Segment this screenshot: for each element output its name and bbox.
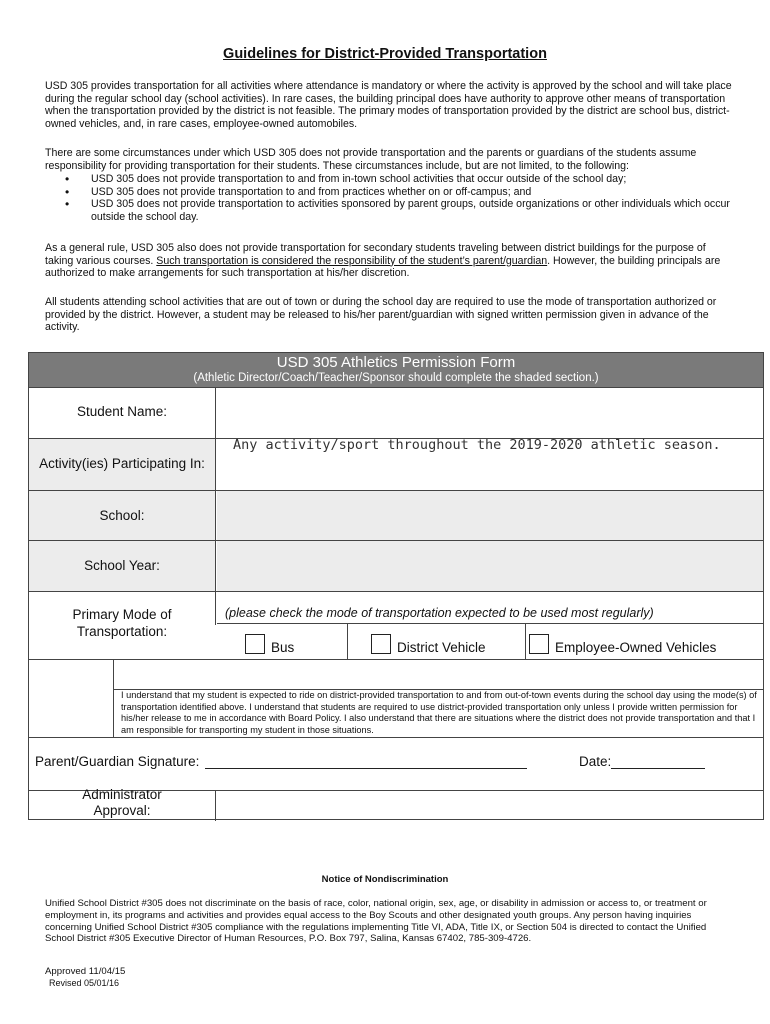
school-field[interactable] bbox=[217, 492, 763, 539]
form-header bbox=[29, 353, 763, 387]
permission-form bbox=[28, 352, 764, 820]
general-rule-paragraph bbox=[45, 242, 735, 280]
activity-label: Activity(ies) Participating In: bbox=[39, 456, 205, 471]
school-label: School: bbox=[99, 508, 145, 523]
page-title: Guidelines for District-Provided Transportation bbox=[223, 46, 547, 62]
bus-option-label: Bus bbox=[271, 640, 295, 655]
notice-heading: Notice of Nondiscrimination bbox=[321, 874, 449, 885]
signature-label: Parent/Guardian Signature: bbox=[35, 754, 200, 769]
circumstances-paragraph: There are some circumstances under which USD 305 does not provide transportation and the parents or guardians of the students assume responsibility for providing transportation for their students. These circumstances include, but are not limited, to the following: bbox=[45, 147, 697, 172]
circumstances-list bbox=[45, 173, 735, 223]
mode-label: Primary Mode of Transportation: bbox=[72, 607, 172, 639]
signature-line[interactable] bbox=[205, 768, 527, 769]
form-subtitle: (Athletic Director/Coach/Teacher/Sponsor should complete the shaded section.) bbox=[193, 372, 599, 384]
revised-date: Revised 05/01/16 bbox=[49, 978, 120, 988]
date-label: Date: bbox=[579, 754, 612, 769]
approved-date: Approved 11/04/15 bbox=[45, 966, 126, 977]
list-item: • USD 305 does not provide transportation to and from in-town school activities that occur outside of the school day; bbox=[45, 173, 735, 186]
general-rule-text-end: . However, the building principals are authorized to make arrangements for such transportation at his/her discretion. bbox=[45, 254, 721, 280]
activity-field[interactable]: Any activity/sport throughout the 2019-2020 athletic season. bbox=[233, 437, 721, 453]
school-year-label: School Year: bbox=[84, 558, 160, 573]
out-of-town-paragraph: All students attending school activities that are out of town or during the school day are required to use the mode of transportation authorized or provided by the district. However, a student may be released to his/her parent/guardian with signed written permission given in advance of the activity. bbox=[45, 296, 717, 334]
student-name-label: Student Name: bbox=[76, 404, 168, 419]
intro-paragraph: USD 305 provides transportation for all activities where attendance is mandatory or where the activity is approved by the school and will take place during the regular school day (school activities). In rare cases, the building principal does have authority to approve other means of transportation when the transportation provided by the district is not feasible. The primary modes of transportation provided by the district are school bus, district-owned vehicles, and, in rare cases, employee-owned automobiles. bbox=[45, 80, 732, 130]
bus-checkbox[interactable] bbox=[245, 634, 265, 654]
district-vehicle-option-label: District Vehicle bbox=[397, 640, 486, 655]
employee-vehicle-checkbox[interactable] bbox=[529, 634, 549, 654]
employee-vehicle-option-label: Employee-Owned Vehicles bbox=[555, 640, 717, 655]
admin-approval-field[interactable] bbox=[217, 792, 763, 820]
list-item: • USD 305 does not provide transportation to and from practices whether on or off-campus; and bbox=[45, 186, 735, 199]
general-rule-text: As a general rule, USD 305 also does not provide transportation for secondary students traveling between district buildings for the purpose of taking various courses. bbox=[45, 242, 706, 267]
student-name-field[interactable] bbox=[217, 389, 763, 437]
form-title: USD 305 Athletics Permission Form bbox=[276, 354, 516, 371]
nondiscrimination-text: Unified School District #305 does not discriminate on the basis of race, color, national origin, sex, age, or disability in admission or access to, or treatment or employment in, its programs and activities and provides equal access to the Boy Scouts and other designated youth groups. Any person having inquiries concerning Unified School District #305 compliance with the regulations implementing Title VI, ADA, Title IX, or Section 504 is directed to contact the Unified School District #305 Executive Director of Human Resources, P.O. Box 797, Salina, Kansas 67402, 785-309-4726. bbox=[45, 898, 707, 945]
list-item: • USD 305 does not provide transportation to activities sponsored by parent groups, outside organizations or other individuals which occur outside the school day. bbox=[45, 198, 735, 223]
parent-responsibility-text: Such transportation is considered the responsibility of the student’s parent/guardian bbox=[156, 254, 548, 267]
acknowledgement-text: I understand that my student is expected to ride on district-provided transportation to and from out-of-town events during the school day using the mode(s) of transportation identified above. I understand that students are required to use district-provided transportation only unless I provide written permission for his/her release to me in accordance with Board Policy. I also understand that there are situations where the district does not provide transportation and that I am responsible for transporting my student in those situations. bbox=[121, 690, 757, 735]
district-vehicle-checkbox[interactable] bbox=[371, 634, 391, 654]
mode-instruction: (please check the mode of transportation expected to be used most regularly) bbox=[225, 606, 654, 620]
admin-approval-label: Administrator Approval: bbox=[82, 787, 162, 818]
school-year-field[interactable] bbox=[217, 542, 763, 590]
date-line[interactable] bbox=[611, 768, 705, 769]
